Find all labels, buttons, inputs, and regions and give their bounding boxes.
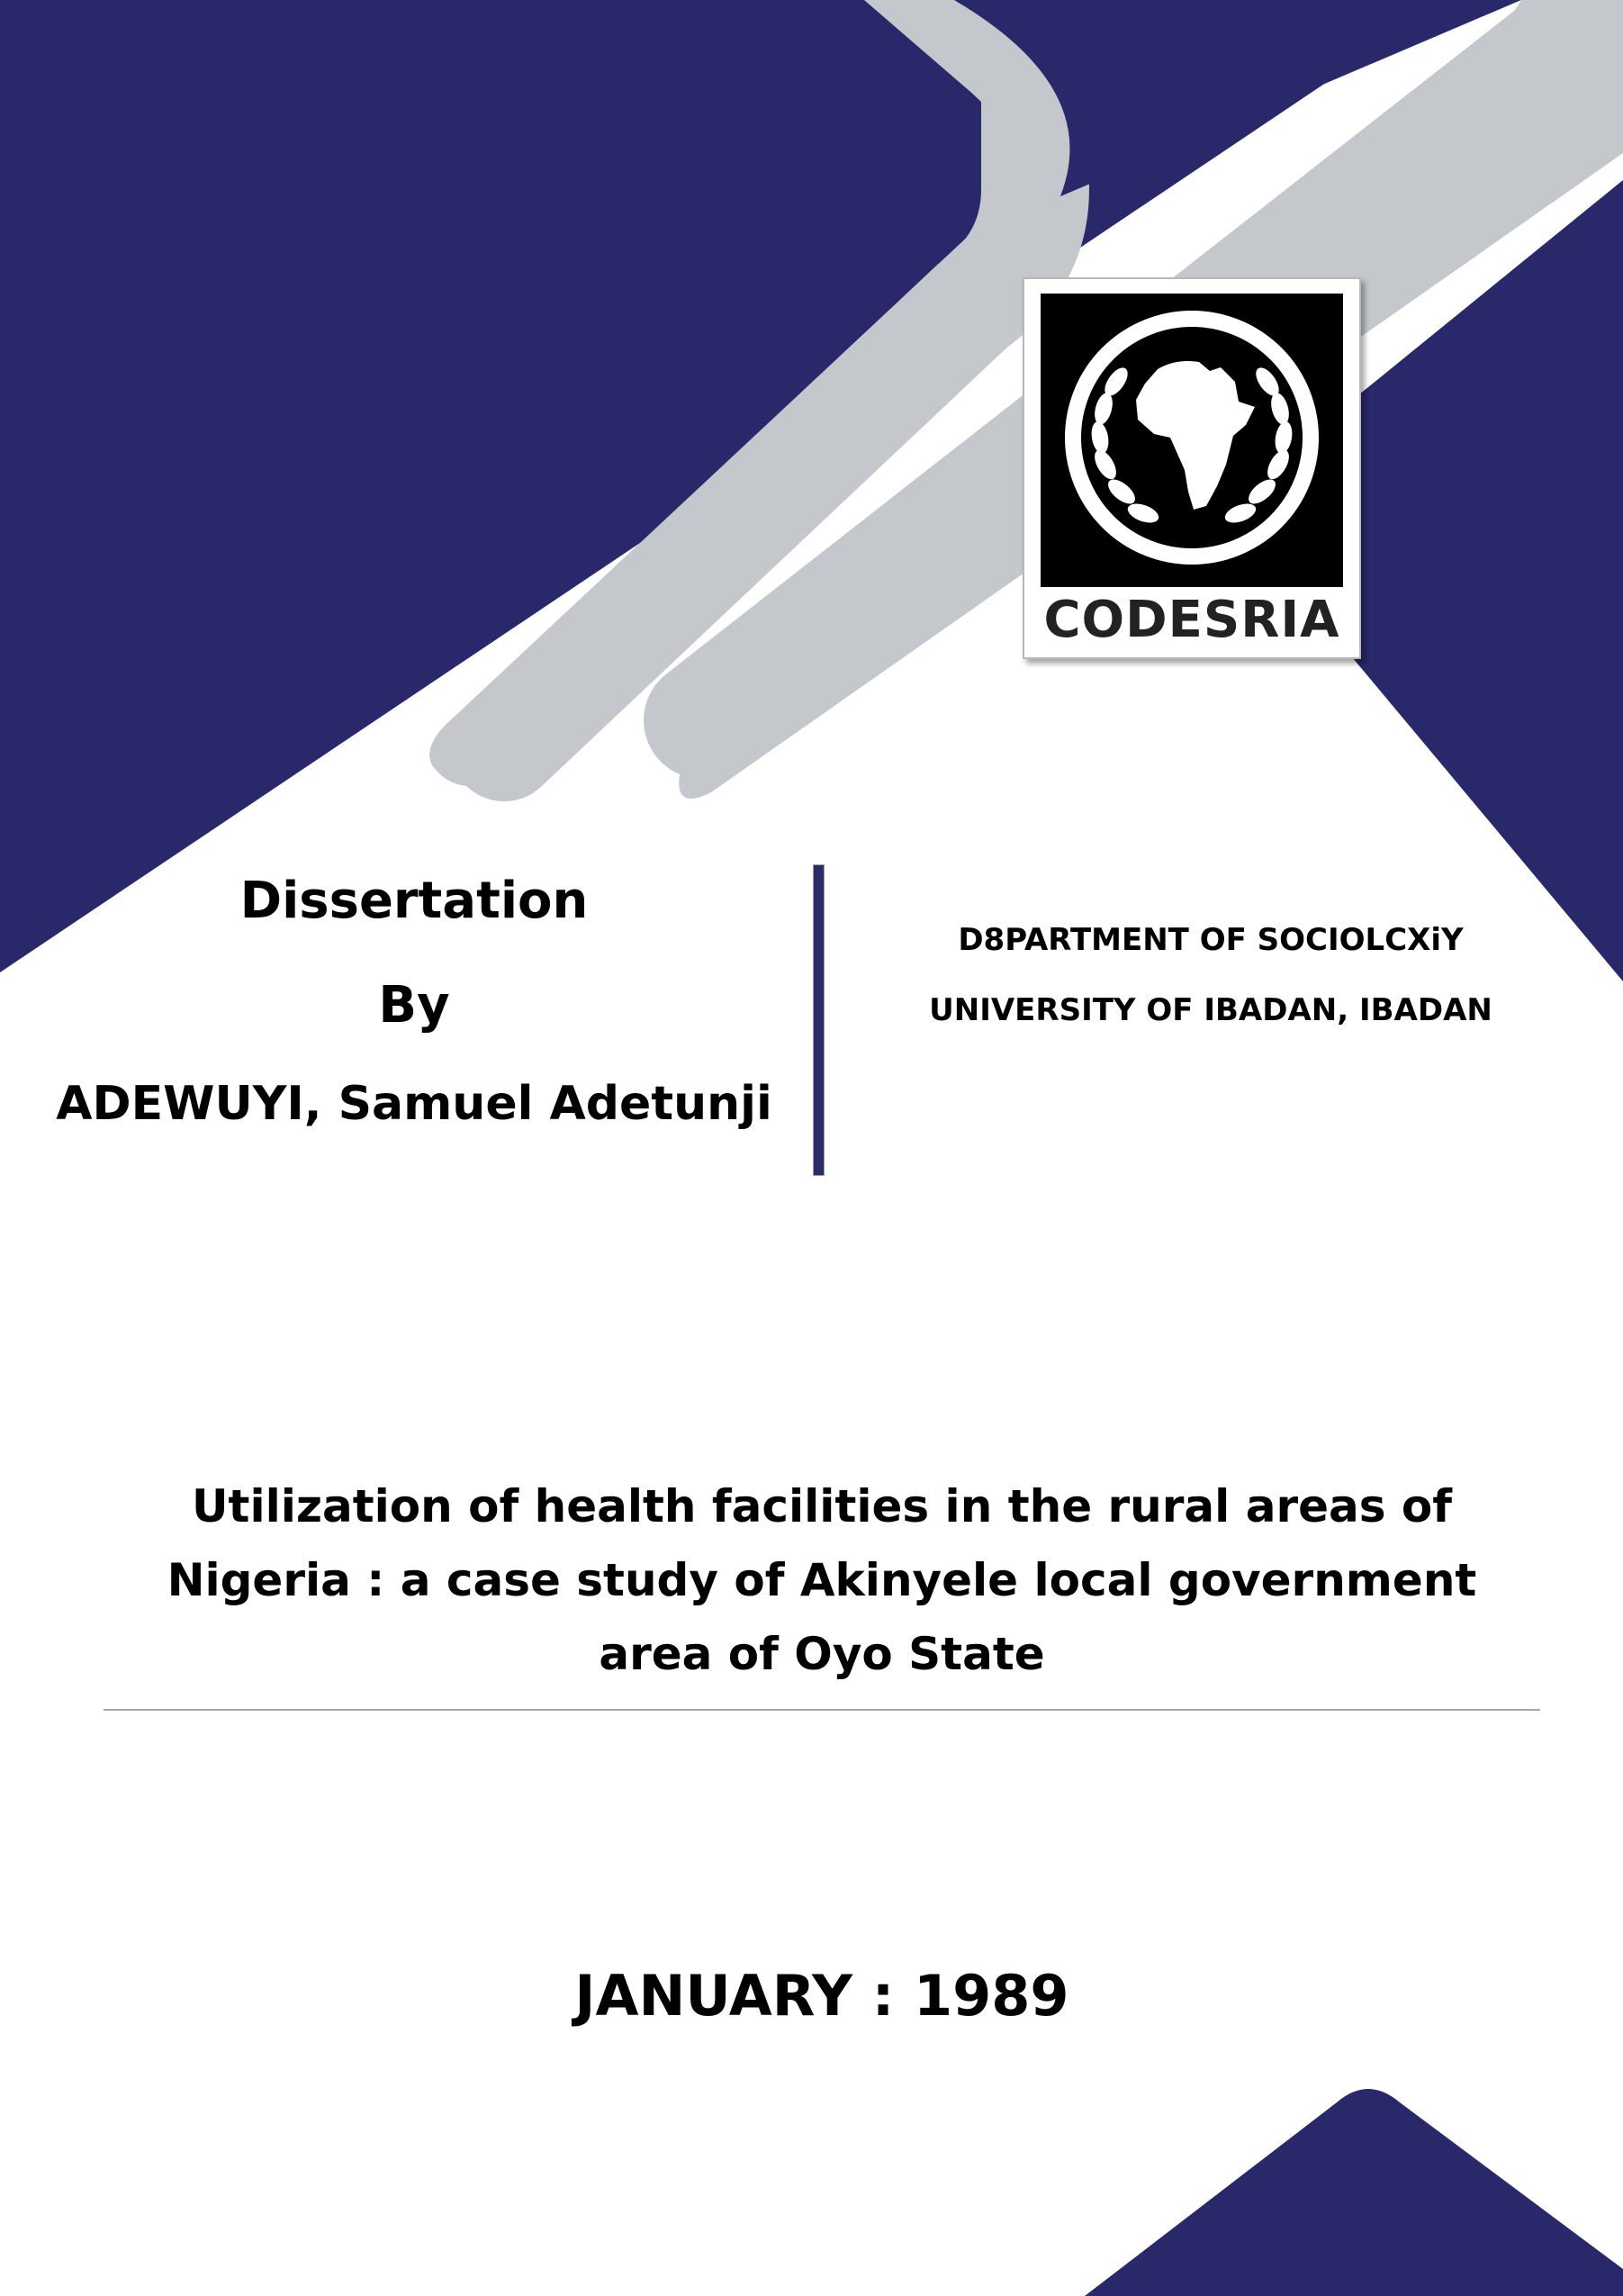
department-label: D8PARTMENT OF SOCIOLCXiY xyxy=(958,922,1464,958)
bottom-right-navy-triangle xyxy=(1085,2089,1623,2296)
author-name: ADEWUYI, Samuel Adetunji xyxy=(56,1077,772,1131)
dissertation-title-line-2: Nigeria : a case study of Akinyele local government xyxy=(167,1554,1477,1606)
by-label: By xyxy=(378,976,450,1035)
dissertation-title-line-1: Utilization of health facilities in the rural areas of xyxy=(191,1480,1453,1532)
logo-wordmark: CODESRIA xyxy=(1043,591,1340,649)
codesria-logo xyxy=(1023,277,1361,659)
doc-type-label: Dissertation xyxy=(239,872,589,930)
title-underline-rule xyxy=(104,1709,1540,1711)
africa-laurel-emblem-icon xyxy=(1041,294,1343,587)
dissertation-title-line-3: area of Oyo State xyxy=(599,1628,1045,1680)
date-label: JANUARY : 1989 xyxy=(574,1963,1069,2029)
logo-emblem-panel xyxy=(1041,294,1343,587)
university-label: UNIVERSITY OF IBADAN, IBADAN xyxy=(929,992,1492,1028)
vertical-divider xyxy=(813,864,825,1176)
